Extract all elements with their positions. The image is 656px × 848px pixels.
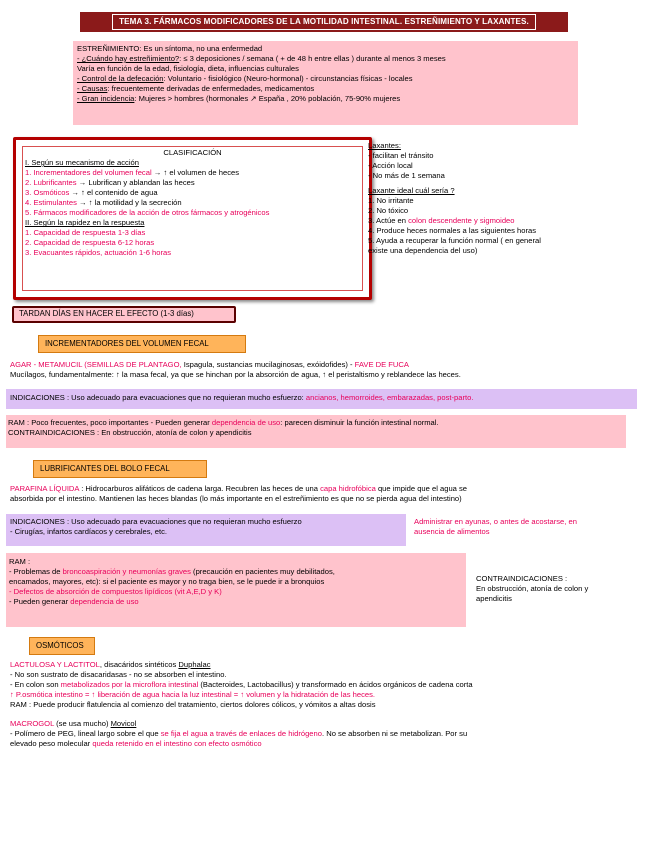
incrementadores-ram-box [6, 415, 626, 448]
classification-box [13, 137, 372, 300]
laxantes-line: existe una dependencia del uso) [368, 246, 478, 256]
incrementadores-indications-box: INDICACIONES : Uso adecuado para evacuaciones que no requieran mucho esfuerzo: ancianos, hemorroides, embarazadas, post-parto. [6, 389, 637, 409]
lubrificantes-ram-box [6, 553, 466, 627]
intro-line: - ¿Cuándo hay estreñimiento?: ≤ 3 deposiciones / semana ( + de 48 h entre ellas ) durante al menos 3 meses [77, 54, 446, 64]
classification-section: II. Según la rapidez en la respuesta [25, 218, 145, 228]
classification-item: 1. Capacidad de respuesta 1-3 días [25, 228, 146, 238]
section-label-lubrificantes: LUBRIFICANTES DEL BOLO FECAL [33, 460, 207, 478]
classification-section: I. Según su mecanismo de acción [25, 158, 139, 168]
osmoticos-line: RAM : Puede producir flatulencia al comienzo del tratamiento, ciertos dolores cólicos, y vómitos a altas dosis [10, 700, 376, 710]
laxantes-line: - facilitan el tránsito [368, 151, 434, 161]
classification-item: 1. Incrementadores del volumen fecal → ↑ el volumen de heces [25, 168, 240, 178]
intro-line: - Causas: frecuentemente derivadas de enfermedades, medicamentos [77, 84, 315, 94]
ram-heading: RAM : [9, 557, 31, 566]
intro-box [73, 41, 578, 125]
intro-line: ESTREÑIMIENTO: Es un síntoma, no una enfermedad [77, 44, 263, 53]
onset-label: TARDAN DÍAS EN HACER EL EFECTO (1-3 días) [12, 306, 236, 323]
lubrificantes-contra [476, 574, 646, 604]
macrogol-line: elevado peso molecular queda retenido en el intestino con efecto osmótico [10, 739, 262, 749]
laxantes-line: 3. Actúe en colon descendente y sigmoideo [368, 216, 515, 226]
classification-item: 2. Lubrificantes → Lubrifican y ablandan las heces [25, 178, 195, 188]
osmoticos-line: - No son sustrato de disacaridasas - no se absorben el intestino. [10, 670, 227, 680]
macrogol-line: MACROGOL (se usa mucho) Movicol [10, 719, 137, 729]
laxantes-line: - Acción local [368, 161, 413, 171]
contra-line: apendicitis [476, 594, 512, 604]
admin-line: Administrar en ayunas, o antes de acostarse, en [414, 517, 577, 526]
macrogol-line: - Polímero de PEG, lineal largo sobre el que se fija el agua a través de enlaces de hidrógeno. No se absorben ni se metabolizan. Por su [10, 729, 468, 739]
lubrificantes-admin-note [414, 517, 644, 537]
incrementadores-line: AGAR - METAMUCIL (SEMILLAS DE PLANTAGO, Ispagula, sustancias mucilaginosas, exóidofides) - FAVE DE FUCA [10, 360, 409, 369]
section-label-incrementadores: INCREMENTADORES DEL VOLUMEN FECAL [38, 335, 246, 353]
page-title-bar [80, 12, 568, 32]
classification-item: 4. Estimulantes → ↑ la motilidad y la secreción [25, 198, 182, 208]
contra-line: CONTRAINDICACIONES : En obstrucción, atonía de colon y apendicitis [8, 428, 252, 438]
incrementadores-text [10, 360, 650, 380]
classification-item: 5. Fármacos modificadores de la acción de otros fármacos y atrogénicos [25, 208, 270, 218]
contra-line: CONTRAINDICACIONES : [476, 574, 568, 583]
laxantes-line: 2. No tóxico [368, 206, 409, 216]
ram-line: - Defectos de absorción de compuestos lipídicos (vit A,E,D y K) [9, 587, 222, 597]
lubrificantes-indications-box [6, 514, 406, 546]
ram-line: encamados, mayores, etc): si el paciente es mayor y no traga bien, se le puede ir a bronquios [9, 577, 325, 587]
intro-line: Varía en función de la edad, fisiología, dieta, influencias culturales [77, 64, 299, 74]
laxantes-notes [368, 141, 628, 256]
incrementadores-line: Mucílagos, fundamentalmente: ↑ la masa fecal, ya que se hinchan por la absorción de agua, ↑ el peristaltismo y reblandece las heces. [10, 370, 461, 380]
osmoticos-line: - En colon son metabolizados por la microflora intestinal (Bacteroides, Lactobacillus) y transformado en ácidos orgánicos de cadena corta [10, 680, 473, 690]
classification-item: 2. Capacidad de respuesta 6-12 horas [25, 238, 155, 248]
classification-item: 3. Evacuantes rápidos, actuación 1-6 horas [25, 248, 172, 258]
page-title: TEMA 3. FÁRMACOS MODIFICADORES DE LA MOTILIDAD INTESTINAL. ESTREÑIMIENTO Y LAXANTES. [112, 14, 536, 31]
ram-line: RAM : Poco frecuentes, poco importantes - Pueden generar dependencia de uso: parecen disminuir la función intestinal normal. [8, 418, 439, 427]
lubrificantes-text [10, 484, 650, 504]
intro-line: - Control de la defecación: Voluntario - fisiológico (Neuro-hormonal) - circunstancias físicas - locales [77, 74, 413, 84]
ram-line: - Pueden generar dependencia de uso [9, 597, 139, 607]
classification-header: CLASIFICACIÓN [163, 148, 222, 157]
osmoticos-line: LACTULOSA Y LACTITOL, disacáridos sintéticos Duphalac [10, 660, 211, 669]
intro-line: - Gran incidencia: Mujeres > hombres (hormonales ↗ España , 20% población, 75-90% mujeres [77, 94, 401, 104]
laxante-ideal-heading: Laxante ideal cuál sería ? [368, 186, 455, 196]
laxantes-line: 4. Produce heces normales a las siguientes horas [368, 226, 537, 236]
lubrificantes-line: PARAFINA LÍQUIDA : Hidrocarburos alifáticos de cadena larga. Recubren las heces de una capa hidrofóbica que impide que el agua se [10, 484, 468, 493]
laxantes-line: 5. Ayuda a recuperar la función normal ( en general [368, 236, 541, 246]
laxantes-line: 1. No irritante [368, 196, 414, 206]
ram-line: - Problemas de broncoaspiración y neumonías graves (precaución en pacientes muy debilitados, [9, 567, 335, 577]
indications-line: INDICACIONES : Uso adecuado para evacuaciones que no requieran mucho esfuerzo [10, 517, 302, 526]
lubrificantes-line: absorbida por el intestino. Mantienen las heces blandas (lo más importante en el estreñimiento es que no se pierda agua del intestino) [10, 494, 462, 504]
indications-line: - Cirugías, infartos cardíacos y cerebrales, etc. [10, 527, 167, 537]
admin-line: ausencia de alimentos [414, 527, 490, 537]
section-label-osmoticos: OSMÓTICOS [29, 637, 95, 655]
contra-line: En obstrucción, atonía de colon y [476, 584, 589, 594]
osmoticos-line: ↑ P.osmótica intestino = ↑ liberación de agua hacia la luz intestinal = ↑ volumen y la hidratación de las heces. [10, 690, 375, 700]
laxantes-line: - No más de 1 semana [368, 171, 445, 181]
classification-item: 3. Osmóticos → ↑ el contenido de agua [25, 188, 158, 198]
laxantes-heading: Laxantes: [368, 141, 401, 150]
osmoticos-text [10, 660, 650, 749]
